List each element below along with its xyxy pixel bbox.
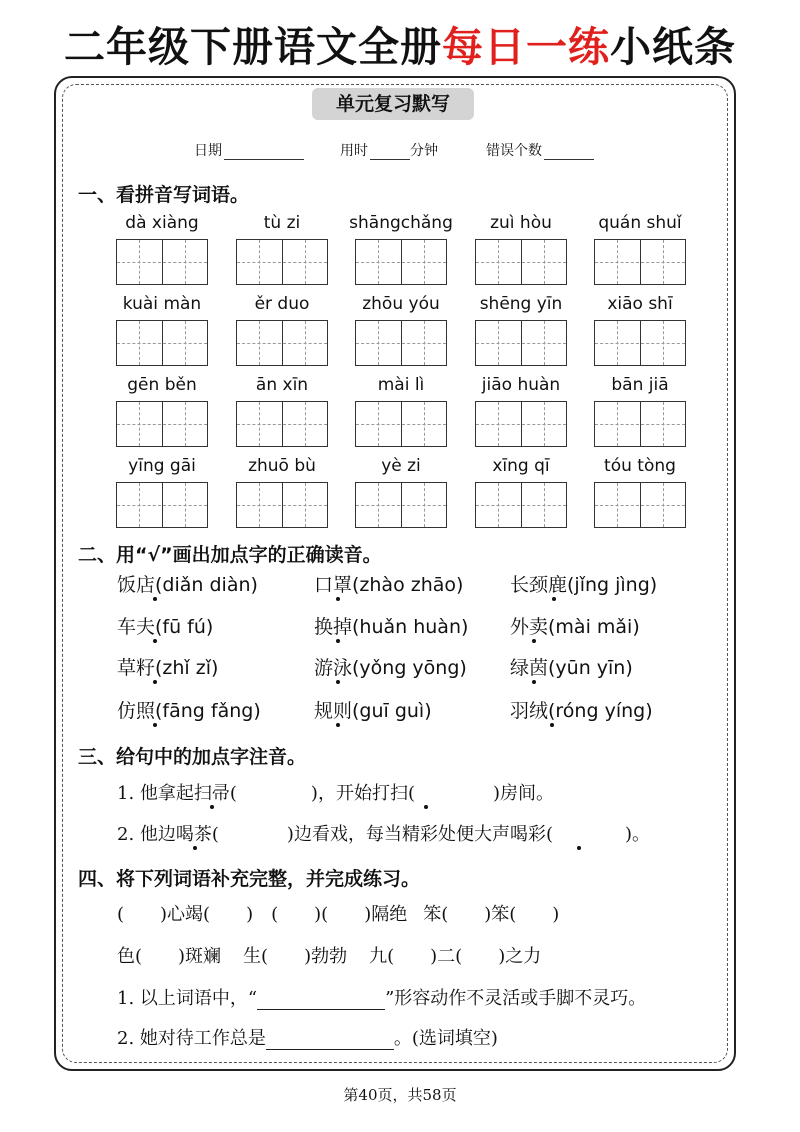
s3-sentence-1: 1. 他拿起扫帚( )，开始打扫( )房间。 [117,783,554,804]
writing-box[interactable] [116,401,208,447]
writing-box[interactable] [475,401,567,447]
pinyin-label: dà xiàng [125,213,199,233]
choice-item[interactable]: 羽绒(róng yíng) [510,700,653,722]
emphasis-dot [153,680,157,684]
choice-item[interactable]: 绿茵(yūn yīn) [510,657,633,679]
emphasis-dot [336,597,340,601]
page-footer: 第40页，共58页 [343,1086,457,1104]
choice-item[interactable]: 口罩(zhào zhāo) [314,574,464,596]
writing-box[interactable] [236,482,328,528]
emphasis-dot [424,805,428,809]
pinyin-label: xīng qī [492,456,550,476]
pinyin-label: tù zi [263,213,301,233]
emphasis-dot [532,680,536,684]
pinyin-label: jiāo huàn [481,375,561,395]
unit-tag: 单元复习默写 [312,88,474,120]
choice-item[interactable]: 车夫(fū fú) [117,616,214,638]
emphasis-dot [153,723,157,727]
emphasis-dot [336,723,340,727]
writing-box[interactable] [355,482,447,528]
writing-box[interactable] [594,239,686,285]
pinyin-label: shāngchǎng [349,213,453,233]
writing-box[interactable] [236,401,328,447]
section-2-heading: 二、用“√”画出加点字的正确读音。 [78,544,382,566]
s4-idiom-row-1: ( )心竭( ) ( )( )隔绝 笨( )笨( ) [117,904,560,925]
pinyin-label: zhuō bù [248,456,316,476]
emphasis-dot [193,846,197,850]
writing-box[interactable] [594,401,686,447]
writing-box[interactable] [236,320,328,366]
writing-box[interactable] [116,482,208,528]
writing-box[interactable] [355,239,447,285]
s4-question-1: 1. 以上词语中，“ ”形容动作不灵活或手脚不灵巧。 [117,988,647,1009]
s4-question-2: 2. 她对待工作总是 。(选词填空) [117,1028,498,1049]
s3-sentence-2: 2. 他边喝茶( )边看戏，每当精彩处便大声喝彩( )。 [117,824,650,845]
emphasis-dot [550,723,554,727]
pinyin-label: yè zi [381,456,421,476]
pinyin-label: tóu tòng [604,456,676,476]
choice-item[interactable]: 规则(guī guì) [314,700,432,722]
choice-item[interactable]: 外卖(mài mǎi) [510,616,640,638]
emphasis-dot [336,639,340,643]
errors-field: 错误个数 [486,140,594,160]
page-title: 二年级下册语文全册每日一练小纸条 [64,23,736,71]
section-4-heading: 四、将下列词语补充完整，并完成练习。 [78,868,421,890]
writing-box[interactable] [355,401,447,447]
section-3-heading: 三、给句中的加点字注音。 [78,746,307,768]
time-field: 用时 分钟 [340,143,438,159]
choice-item[interactable]: 换掉(huǎn huàn) [314,616,469,638]
pinyin-label: mài lì [377,375,425,395]
pinyin-label: zuì hòu [490,213,552,233]
emphasis-dot [552,597,556,601]
writing-box[interactable] [236,239,328,285]
writing-box[interactable] [594,482,686,528]
writing-box[interactable] [475,320,567,366]
choice-item[interactable]: 长颈鹿(jǐng jìng) [510,574,658,596]
pinyin-label: ěr duo [254,294,310,314]
pinyin-label: bān jiā [611,375,669,395]
pinyin-label: zhōu yóu [362,294,440,314]
title-highlight: 每日一练 [442,23,610,71]
pinyin-label: kuài màn [122,294,202,314]
emphasis-dot [153,639,157,643]
writing-box[interactable] [355,320,447,366]
writing-box[interactable] [594,320,686,366]
choice-item[interactable]: 仿照(fāng fǎng) [117,700,261,722]
choice-item[interactable]: 饭店(diǎn diàn) [117,574,258,596]
writing-box[interactable] [116,320,208,366]
pinyin-label: ān xīn [255,375,309,395]
pinyin-label: xiāo shī [607,294,673,314]
emphasis-dot [153,597,157,601]
emphasis-dot [336,680,340,684]
section-1-heading: 一、看拼音写词语。 [78,184,250,206]
s4-idiom-row-2: 色( )斑斓 生( )勃勃 九( )二( )之力 [117,946,542,967]
pinyin-label: yīng gāi [128,456,196,476]
writing-box[interactable] [475,482,567,528]
date-field: 日期 [194,140,304,160]
choice-item[interactable]: 游泳(yǒng yōng) [314,657,467,679]
pinyin-label: quán shuǐ [598,213,682,233]
writing-box[interactable] [475,239,567,285]
choice-item[interactable]: 草籽(zhǐ zǐ) [117,657,219,679]
writing-box[interactable] [116,239,208,285]
emphasis-dot [577,846,581,850]
pinyin-label: gēn běn [127,375,197,395]
emphasis-dot [532,639,536,643]
emphasis-dot [210,805,214,809]
pinyin-label: shēng yīn [479,294,563,314]
